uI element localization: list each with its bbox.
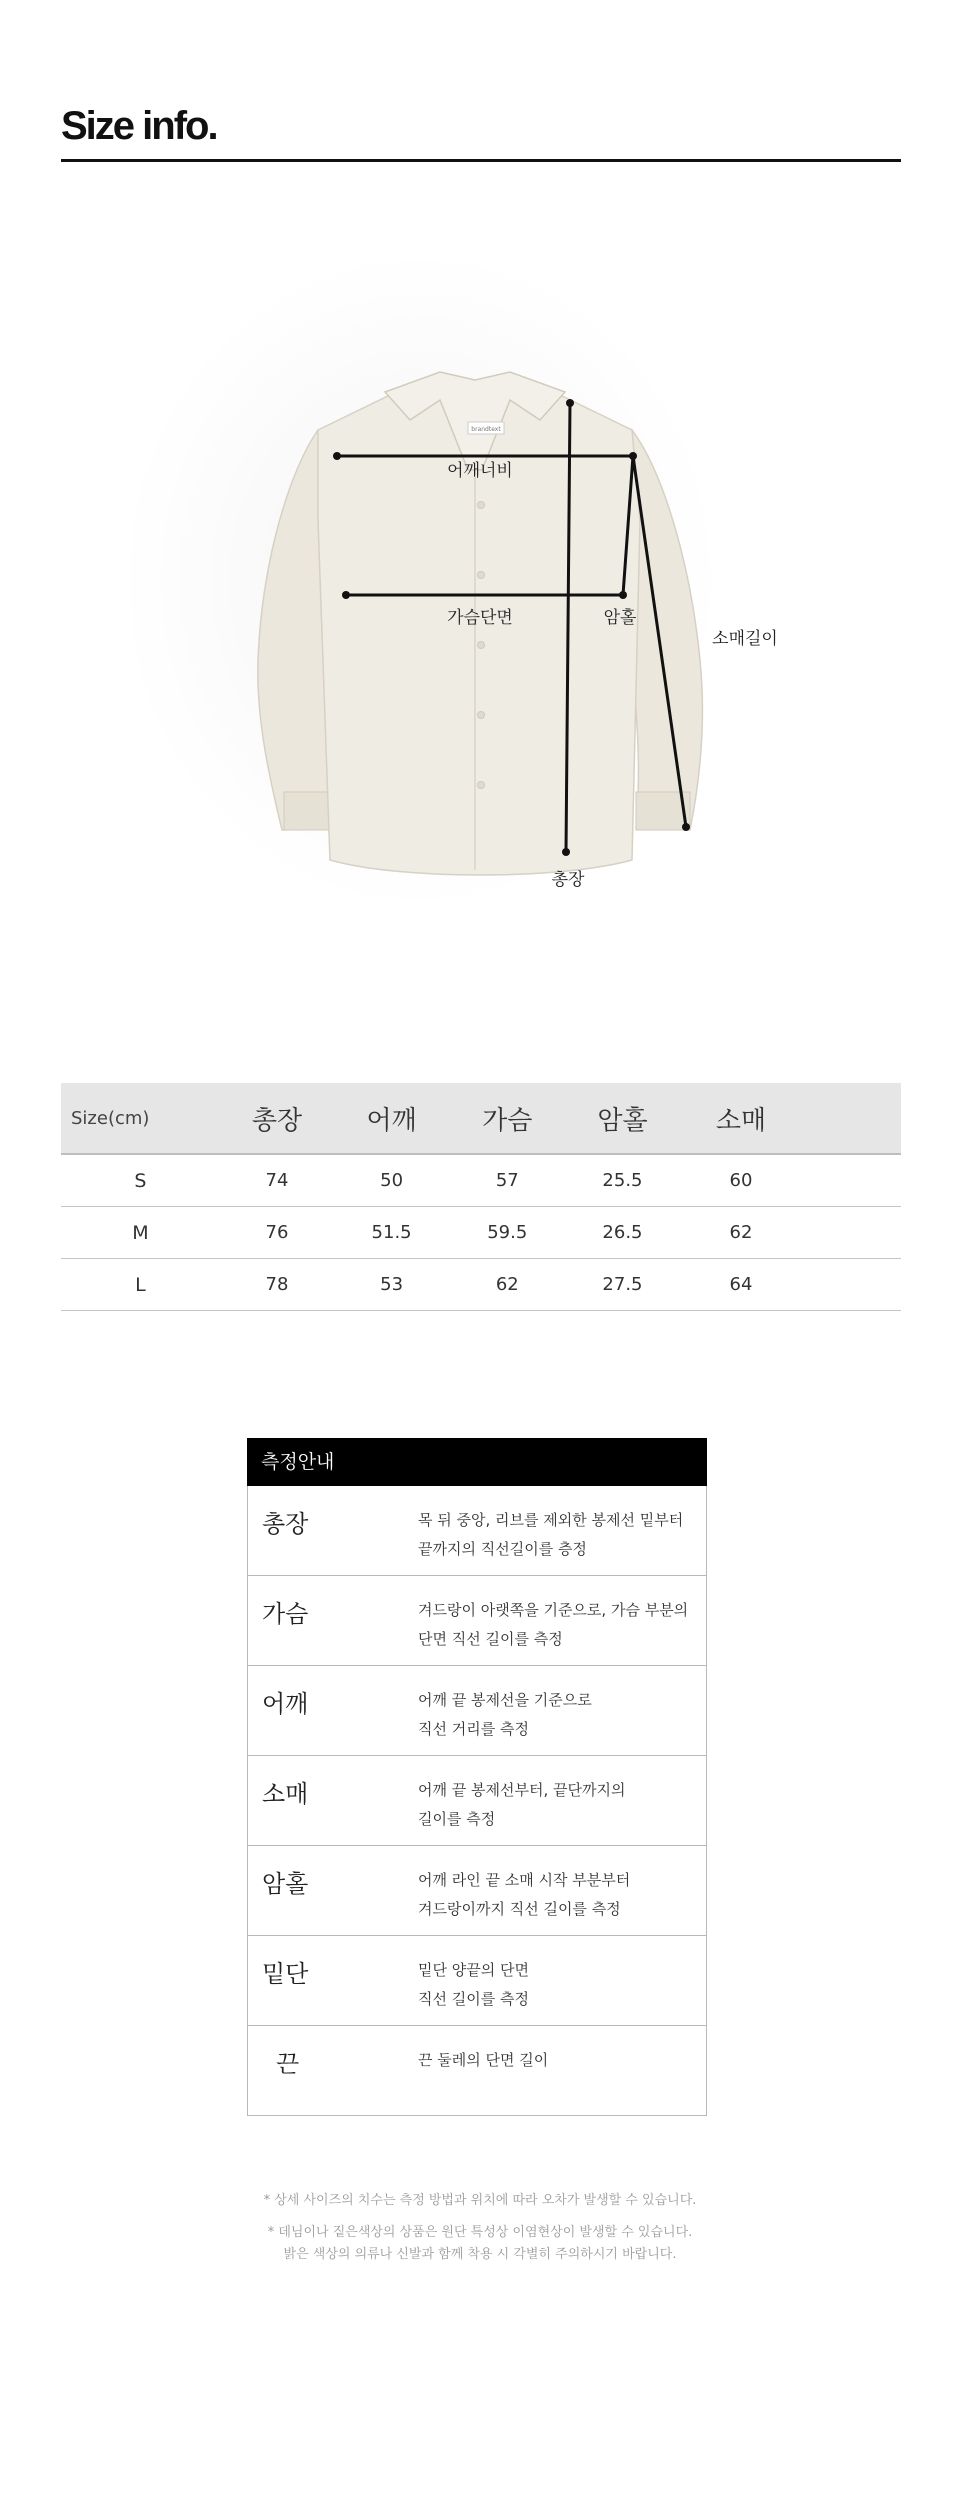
size-table-header (61, 1083, 901, 1154)
page-title: Size info. (61, 104, 217, 148)
guide-label: 암홀 (262, 1870, 309, 1898)
empty-cell (803, 1259, 901, 1311)
guide-row-armhole (248, 1845, 706, 1935)
chest-cell: 57 (449, 1154, 566, 1207)
guide-desc-line: 끝까지의 직선길이를 층정 (418, 1540, 587, 1558)
col-chest: 가슴 (449, 1083, 566, 1154)
measurement-guide (247, 1438, 707, 2116)
table-row (61, 1259, 901, 1311)
shirt-illustration (0, 230, 960, 930)
size-cell: S (61, 1154, 220, 1207)
guide-label: 총장 (262, 1510, 309, 1538)
guide-desc-line: 목 뒤 중앙, 리브를 제외한 봉제선 밑부터 (418, 1511, 684, 1529)
empty-cell (803, 1207, 901, 1259)
shoulder-cell: 50 (334, 1154, 449, 1207)
guide-description (418, 1866, 703, 1924)
table-row (61, 1207, 901, 1259)
guide-desc-line: 어깨 끝 봉제선을 기준으로 (418, 1691, 592, 1709)
length-cell: 74 (220, 1154, 334, 1207)
sleeve-cell: 64 (679, 1259, 802, 1311)
length-label: 총장 (551, 870, 585, 890)
guide-body (247, 1486, 707, 2116)
guide-desc-line: 어깨 라인 끝 소매 시작 부분부터 (418, 1871, 631, 1889)
length-cell: 76 (220, 1207, 334, 1259)
note-line: * 상세 사이즈의 치수는 측정 방법과 위치에 따라 오차가 발생할 수 있습니다. (263, 2193, 697, 2208)
guide-desc-line: 단면 직선 길이를 측정 (418, 1630, 563, 1648)
guide-label: 가슴 (262, 1600, 309, 1628)
col-length: 총장 (220, 1083, 334, 1154)
guide-label: 소매 (262, 1780, 309, 1808)
shoulder-cell: 53 (334, 1259, 449, 1311)
guide-label: 어깨 (262, 1690, 309, 1718)
size-notes (0, 2190, 960, 2266)
sleeve-cell: 62 (679, 1207, 802, 1259)
chest-cell: 62 (449, 1259, 566, 1311)
empty-cell (803, 1154, 901, 1207)
guide-desc-line: 직선 거리를 측정 (418, 1720, 529, 1738)
col-size: Size(cm) (61, 1083, 220, 1154)
guide-description (418, 1596, 703, 1654)
guide-label: 끈 (276, 2050, 300, 2078)
guide-desc-line: 끈 둘레의 단면 길이 (418, 2051, 549, 2069)
size-cell: L (61, 1259, 220, 1311)
chest-cell: 59.5 (449, 1207, 566, 1259)
note-line: * 데님이나 짙은색상의 상품은 원단 특성상 이염현상이 발생할 수 있습니다. (267, 2225, 693, 2240)
shoulder-cell: 51.5 (334, 1207, 449, 1259)
armhole-cell: 26.5 (566, 1207, 680, 1259)
length-cell: 78 (220, 1259, 334, 1311)
sleeve-label: 소매길이 (712, 629, 778, 649)
brand-tag-text: brandtext (471, 426, 501, 433)
col-sleeve: 소매 (679, 1083, 802, 1154)
col-armhole: 암홀 (566, 1083, 680, 1154)
shoulder-label: 어깨너비 (447, 461, 513, 481)
col-shoulder: 어깨 (334, 1083, 449, 1154)
guide-description (418, 2046, 703, 2075)
guide-row-hem (248, 1935, 706, 2025)
guide-desc-line: 길이를 측정 (418, 1810, 496, 1828)
armhole-cell: 25.5 (566, 1154, 680, 1207)
guide-desc-line: 밑단 양끝의 단면 (418, 1961, 529, 1979)
guide-desc-line: 직선 길이를 측정 (418, 1990, 529, 2008)
guide-row-shoulder (248, 1665, 706, 1755)
guide-desc-line: 어깨 끝 봉제선부터, 끝단까지의 (418, 1781, 626, 1799)
measurement-diagram (0, 230, 960, 930)
title-divider (61, 159, 901, 162)
guide-desc-line: 겨드랑이 아랫쪽을 기준으로, 가슴 부분의 (418, 1601, 689, 1619)
guide-row-chest (248, 1575, 706, 1665)
guide-description (418, 1776, 703, 1834)
sleeve-cell: 60 (679, 1154, 802, 1207)
size-table (61, 1083, 901, 1311)
table-row (61, 1154, 901, 1207)
guide-label: 밑단 (262, 1960, 309, 1988)
guide-row-sleeve (248, 1755, 706, 1845)
guide-title: 측정안내 (247, 1438, 707, 1486)
armhole-label: 암홀 (603, 608, 637, 628)
guide-description (418, 1956, 703, 2014)
guide-desc-line: 겨드랑이까지 직선 길이를 측정 (418, 1900, 621, 1918)
guide-description (418, 1686, 703, 1744)
armhole-cell: 27.5 (566, 1259, 680, 1311)
guide-description (418, 1506, 703, 1564)
guide-row-strap (248, 2025, 706, 2115)
chest-label: 가슴단면 (447, 608, 513, 628)
size-cell: M (61, 1207, 220, 1259)
note-line: 밝은 색상의 의류나 신발과 함께 착용 시 각별히 주의하시기 바랍니다. (283, 2247, 677, 2262)
guide-row-length (248, 1486, 706, 1575)
col-empty (803, 1083, 901, 1154)
